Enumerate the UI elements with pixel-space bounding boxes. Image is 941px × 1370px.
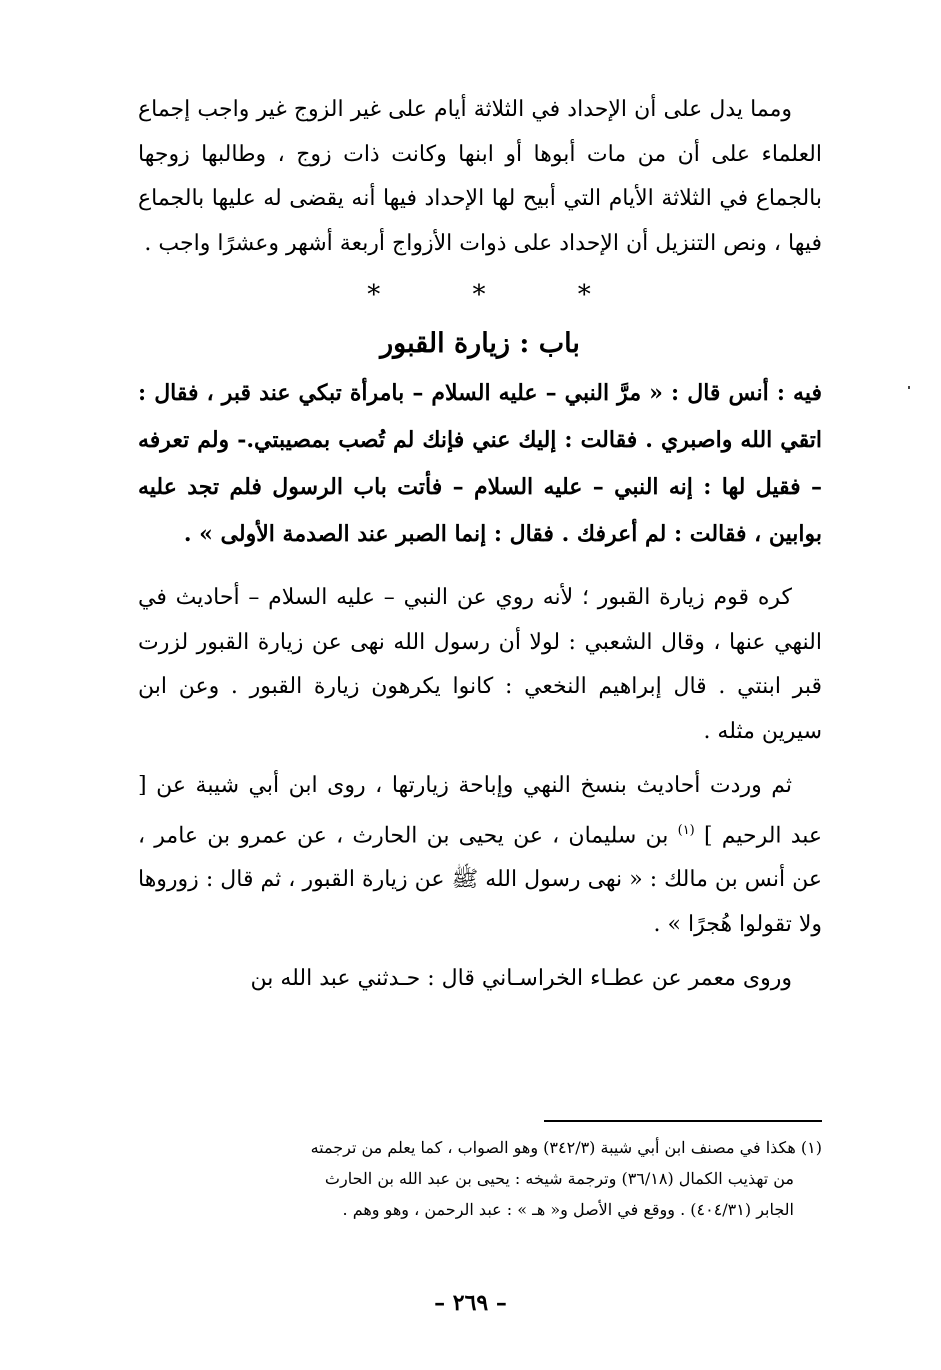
page-number: – ٢٦٩ – [434, 1290, 507, 1316]
intro-paragraph: ومما يدل على أن الإحداد في الثلاثة أيام على غير الزوج غير واجب إجماع العلماء على أن من مات أبوها أو ابنها وكانت ذات زوج ، وطالبها زوجها بالجماع في الثلاثة الأيام التي أبيح لها الإحداد فيها أنه يقضى له عليها بالجماع فيها ، ونص التنزيل أن الإحداد على ذوات الأزواج أربعة أشهر وعشرًا واجب . [138, 97, 822, 256]
chapter-title: باب : زيارة القبور [380, 328, 580, 359]
paragraph-2-end: بن سليمان ، عن يحيى بن الحارث ، عن عمرو بن عامر ، عن أنس بن مالك : « نهى رسول الله ﷺ عن زيارة القبور ، ثم قال : زوروها ولا تقولوا هُجرًا » . [138, 822, 822, 937]
paragraph-3: وروى معمر عن عطـاء الخراسـاني قال : حـدثني عبد الله بن [250, 966, 792, 992]
footnote-line: (١) هكذا في مصنف ابن أبي شيبة (٣٤٢/٣) وهو الصواب ، كما يعلم من ترجمته [310, 1138, 822, 1157]
margin-mark [908, 386, 910, 389]
section-separator: * * * [367, 280, 633, 310]
spacer [138, 754, 822, 764]
hadith-text: فيه : أنس قال : « مرَّ النبي – عليه السلام – بامرأة تبكي عند قبر ، فقال : اتقي الله واصبري . فقالت : إليك عني فإنك لم تُصب بمصيبتي.- ولم تعرفه – فقيل لها : إنه النبي – عليه السلام – فأتت باب الرسول فلم تجد عليه بوابين ، فقالت : لم أعرفك . فقال : إنما الصبر عند الصدمة الأولى » . [138, 380, 822, 547]
paragraph-2 [138, 764, 822, 947]
spacer [138, 558, 822, 576]
footnote-line: من تهذيب الكمال (٣٦/١٨) وترجمة شيخه : يحيى بن عبد الله بن الحارث [324, 1169, 794, 1188]
footnotes [138, 1132, 822, 1225]
page-body [138, 88, 822, 1002]
paragraph-1: كره قوم زيارة القبور ؛ لأنه روي عن النبي – عليه السلام – أحاديث في النهي عنها ، وقال الشعبي : لولا أن رسول الله نهى عن زيارة القبور لزرت قبر ابنتي . قال إبراهيم النخعي : كانوا يكرهون زيارة القبور . وعن ابن سيرين مثله . [138, 585, 822, 744]
footnote-reference: (١) [677, 822, 695, 838]
footnote-divider [544, 1120, 822, 1122]
paragraph-2-start: ثم وردت أحاديث بنسخ النهي وإباحة زيارتها ، روى ابن أبي شيبة عن [ عبد الرحيم ] [138, 773, 823, 848]
footnote-line: الجابر (٤٠٤/٣١) . ووقع في الأصل و« هـ » : عبد الرحمن ، وهو وهم . [342, 1200, 794, 1219]
spacer [138, 947, 822, 957]
